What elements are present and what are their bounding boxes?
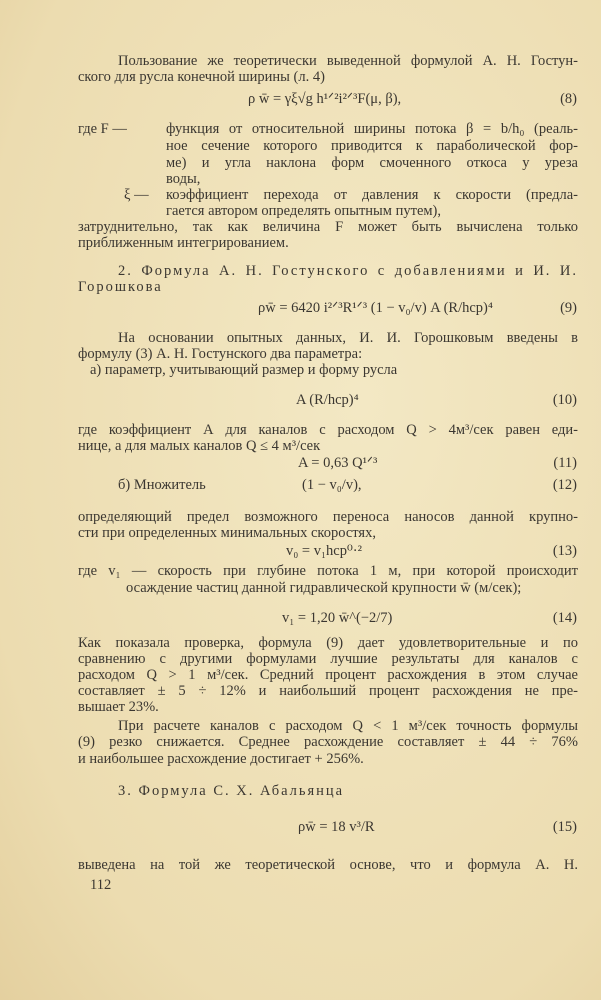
page-number: 112 bbox=[90, 877, 112, 893]
formula-15: ρw̄ = 18 v³/R bbox=[298, 819, 375, 835]
paragraph-line: и наибольшее расхождение достигает + 256%. bbox=[78, 751, 364, 767]
paragraph-line: сравнению с другими формулами лучшие результаты для каналов с bbox=[78, 651, 578, 667]
equation-number: (14) bbox=[552, 610, 577, 626]
paragraph-line: расходом Q > 1 м³/сек. Средний процент расхождения в этом случае bbox=[78, 667, 578, 683]
formula-10: A (R/hср)⁴ bbox=[296, 392, 359, 408]
formula-12-label: б) Множитель bbox=[118, 477, 206, 493]
section-heading: 3. Формула С. Х. Абальянца bbox=[118, 783, 345, 799]
paragraph-line: осаждение частиц данной гидравлической крупности w̄ (м/сек); bbox=[126, 580, 522, 596]
section-heading: 2. Формула А. Н. Гостунского с добавлениями и И. И. bbox=[118, 263, 578, 279]
formula-9: ρw̄ = 6420 i²ᐟ³R¹ᐟ³ (1 − v₀/v) A (R/hср)⁴ bbox=[258, 300, 493, 316]
equation-number: (13) bbox=[552, 543, 577, 559]
equation-number: (9) bbox=[560, 300, 577, 316]
paragraph-line: При расчете каналов с расходом Q < 1 м³/сек точность формулы bbox=[118, 718, 578, 734]
equation-number: (12) bbox=[552, 477, 577, 493]
paragraph-line: а) параметр, учитывающий размер и форму русла bbox=[90, 362, 398, 378]
paragraph-line: составляет ± 5 ÷ 12% и наибольший процент расхождения не пре- bbox=[78, 683, 578, 699]
paragraph-line: определяющий предел возможного переноса наносов данной крупно- bbox=[78, 509, 578, 525]
where-lead: где F — bbox=[78, 121, 127, 137]
equation-number: (11) bbox=[553, 455, 577, 471]
paragraph-line: Пользование же теоретически выведенной формулой А. Н. Гостун- bbox=[118, 53, 578, 69]
definition-line: воды, bbox=[166, 171, 201, 187]
paragraph-line: сти при определенных минимальных скоростях, bbox=[78, 525, 376, 541]
definition-line: ное сечение которого приводится к параболической фор- bbox=[166, 138, 578, 154]
equation-number: (8) bbox=[560, 91, 577, 107]
paragraph-line: приближенным интегрированием. bbox=[78, 235, 289, 251]
section-heading: Горошкова bbox=[78, 279, 163, 295]
formula-8: ρ w̄ = γξ√g h¹ᐟ²i²ᐟ³F(μ, β), bbox=[248, 91, 402, 107]
definition-line: функция от относительной ширины потока β = b/h₀ (реаль- bbox=[166, 121, 578, 137]
paragraph-line: ского для русла конечной ширины (л. 4) bbox=[78, 69, 325, 85]
formula-14: v₁ = 1,20 w̄^(−2/7) bbox=[282, 610, 393, 626]
equation-number: (15) bbox=[552, 819, 577, 835]
paragraph-line: где коэффициент А для каналов с расходом Q > 4м³/сек равен еди- bbox=[78, 422, 578, 438]
paragraph-line: затруднительно, так как величина F может быть вычислена только bbox=[78, 219, 578, 235]
paragraph-line: формулу (3) А. Н. Гостунского два параметра: bbox=[78, 346, 363, 362]
paragraph-line: где v₁ — скорость при глубине потока 1 м, при которой происходит bbox=[78, 563, 578, 579]
xi-lead: ξ — bbox=[124, 187, 149, 203]
paragraph-line: Как показала проверка, формула (9) дает удовлетворительные и по bbox=[78, 635, 578, 651]
formula-12: (1 − v₀/v), bbox=[302, 477, 362, 493]
paragraph-line: На основании опытных данных, И. И. Горошковым введены в bbox=[118, 330, 578, 346]
definition-line: гается автором определять опытным путем), bbox=[166, 203, 442, 219]
definition-line: коэффициент перехода от давления к скорости (предла- bbox=[166, 187, 578, 203]
paragraph-line: выведена на той же теоретической основе, что и формула А. Н. bbox=[78, 857, 578, 873]
paragraph-line: нице, а для малых каналов Q ≤ 4 м³/сек bbox=[78, 438, 321, 454]
formula-11: A = 0,63 Q¹ᐟ³ bbox=[298, 455, 378, 471]
paragraph-line: вышает 23%. bbox=[78, 699, 159, 715]
definition-line: ме) и угла наклона форм смоченного откоса у уреза bbox=[166, 155, 578, 171]
formula-13: v₀ = v₁hср⁰·² bbox=[286, 543, 362, 559]
paragraph-line: (9) резко снижается. Среднее расхождение составляет ± 44 ÷ 76% bbox=[78, 734, 578, 750]
equation-number: (10) bbox=[552, 392, 577, 408]
